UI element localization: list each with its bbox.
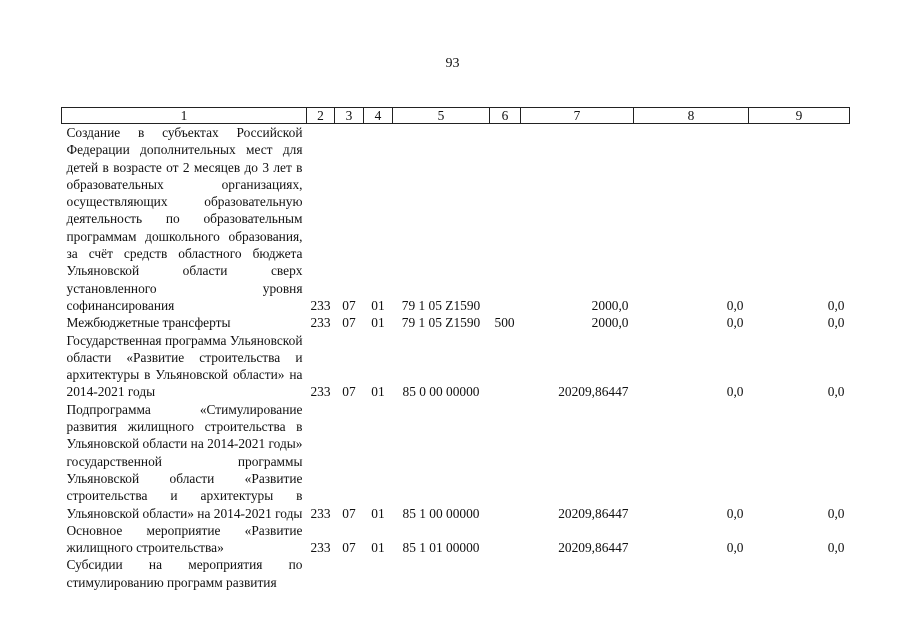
row-cell: 79 1 05 Z1590 bbox=[401, 315, 481, 331]
row-cell: 07 bbox=[342, 315, 356, 331]
table-row bbox=[62, 556, 850, 591]
column-header: 4 bbox=[364, 108, 393, 124]
row-cell: 01 bbox=[371, 315, 385, 331]
row-cell: 85 1 00 00000 bbox=[402, 505, 480, 521]
row-cell: 07 bbox=[342, 505, 356, 521]
row-cell bbox=[307, 556, 335, 591]
row-cell: 0,0 bbox=[827, 505, 845, 521]
row-cell: 0,0 bbox=[827, 384, 845, 400]
page-number: 93 bbox=[445, 56, 460, 71]
row-cell bbox=[634, 556, 749, 591]
row-cell: 233 bbox=[310, 315, 331, 331]
column-header: 3 bbox=[335, 108, 364, 124]
table-header-row bbox=[62, 108, 850, 124]
row-cell: 01 bbox=[371, 297, 385, 313]
row-cell bbox=[490, 556, 521, 591]
row-cell bbox=[490, 401, 521, 522]
row-cell: 01 bbox=[371, 384, 385, 400]
row-cell: 0,0 bbox=[827, 297, 845, 313]
row-cell bbox=[364, 556, 393, 591]
row-cell bbox=[335, 556, 364, 591]
row-cell: 79 1 05 Z1590 bbox=[401, 297, 481, 313]
row-name: Основное мероприятие «Развитие жилищного строительства» bbox=[66, 522, 303, 556]
row-cell: 01 bbox=[371, 540, 385, 556]
row-cell: 233 bbox=[310, 540, 331, 556]
table-row bbox=[62, 314, 850, 331]
row-cell bbox=[490, 124, 521, 315]
row-cell: 0,0 bbox=[827, 540, 845, 556]
row-name: Межбюджетные трансферты bbox=[66, 315, 231, 331]
row-name: Подпрограмма «Стимулирование развития жилищного строительства в Ульяновской области на 2014-2021 годы» государственной программы Ульяновской области «Развитие строительства и архитектуры в Ульяновской области» на 2014-2021 годы bbox=[66, 401, 303, 521]
row-name: Создание в субъектах Российской Федерации дополнительных мест для детей в возрасте от 2 месяцев до 3 лет в образовательных организациях, осуществляющих образовательную деятельность по образовательным программам дошкольного образования, за счёт средств областного бюджета Ульяновской области сверх установленного уровня софинансирования bbox=[66, 125, 303, 313]
table-row bbox=[62, 124, 850, 315]
row-cell bbox=[521, 556, 634, 591]
row-cell: 85 1 01 00000 bbox=[402, 540, 480, 556]
row-cell: 0,0 bbox=[726, 297, 744, 313]
column-header: 1 bbox=[62, 108, 307, 124]
row-cell: 85 0 00 00000 bbox=[402, 384, 480, 400]
row-name: Субсидии на мероприятия по стимулированию программ развития bbox=[66, 557, 303, 590]
row-cell: 0,0 bbox=[726, 505, 744, 521]
row-cell: 20209,86447 bbox=[558, 505, 629, 521]
column-header: 9 bbox=[749, 108, 850, 124]
row-name: Государственная программа Ульяновской области «Развитие строительства и архитектуры в Ульяновской области» на 2014-2021 годы bbox=[66, 332, 303, 400]
row-cell bbox=[749, 556, 850, 591]
row-cell: 233 bbox=[310, 384, 331, 400]
column-header: 2 bbox=[307, 108, 335, 124]
row-cell: 01 bbox=[371, 505, 385, 521]
row-cell bbox=[490, 332, 521, 401]
table-row bbox=[62, 522, 850, 557]
row-cell: 233 bbox=[310, 297, 331, 313]
budget-table bbox=[61, 107, 850, 591]
column-header: 6 bbox=[490, 108, 521, 124]
row-cell: 0,0 bbox=[827, 315, 845, 331]
row-cell: 0,0 bbox=[726, 384, 744, 400]
row-cell bbox=[393, 556, 490, 591]
column-header: 5 bbox=[393, 108, 490, 124]
row-cell: 233 bbox=[310, 505, 331, 521]
row-cell: 07 bbox=[342, 384, 356, 400]
row-cell: 20209,86447 bbox=[558, 540, 629, 556]
row-cell: 0,0 bbox=[726, 315, 744, 331]
row-cell: 500 bbox=[494, 315, 515, 331]
row-cell: 2000,0 bbox=[591, 297, 629, 313]
table-row bbox=[62, 401, 850, 522]
table-row bbox=[62, 332, 850, 401]
column-header: 8 bbox=[634, 108, 749, 124]
column-header: 7 bbox=[521, 108, 634, 124]
row-cell: 20209,86447 bbox=[558, 384, 629, 400]
row-cell: 2000,0 bbox=[591, 315, 629, 331]
row-cell: 07 bbox=[342, 297, 356, 313]
row-cell: 07 bbox=[342, 540, 356, 556]
row-cell: 0,0 bbox=[726, 540, 744, 556]
row-cell bbox=[490, 522, 521, 557]
